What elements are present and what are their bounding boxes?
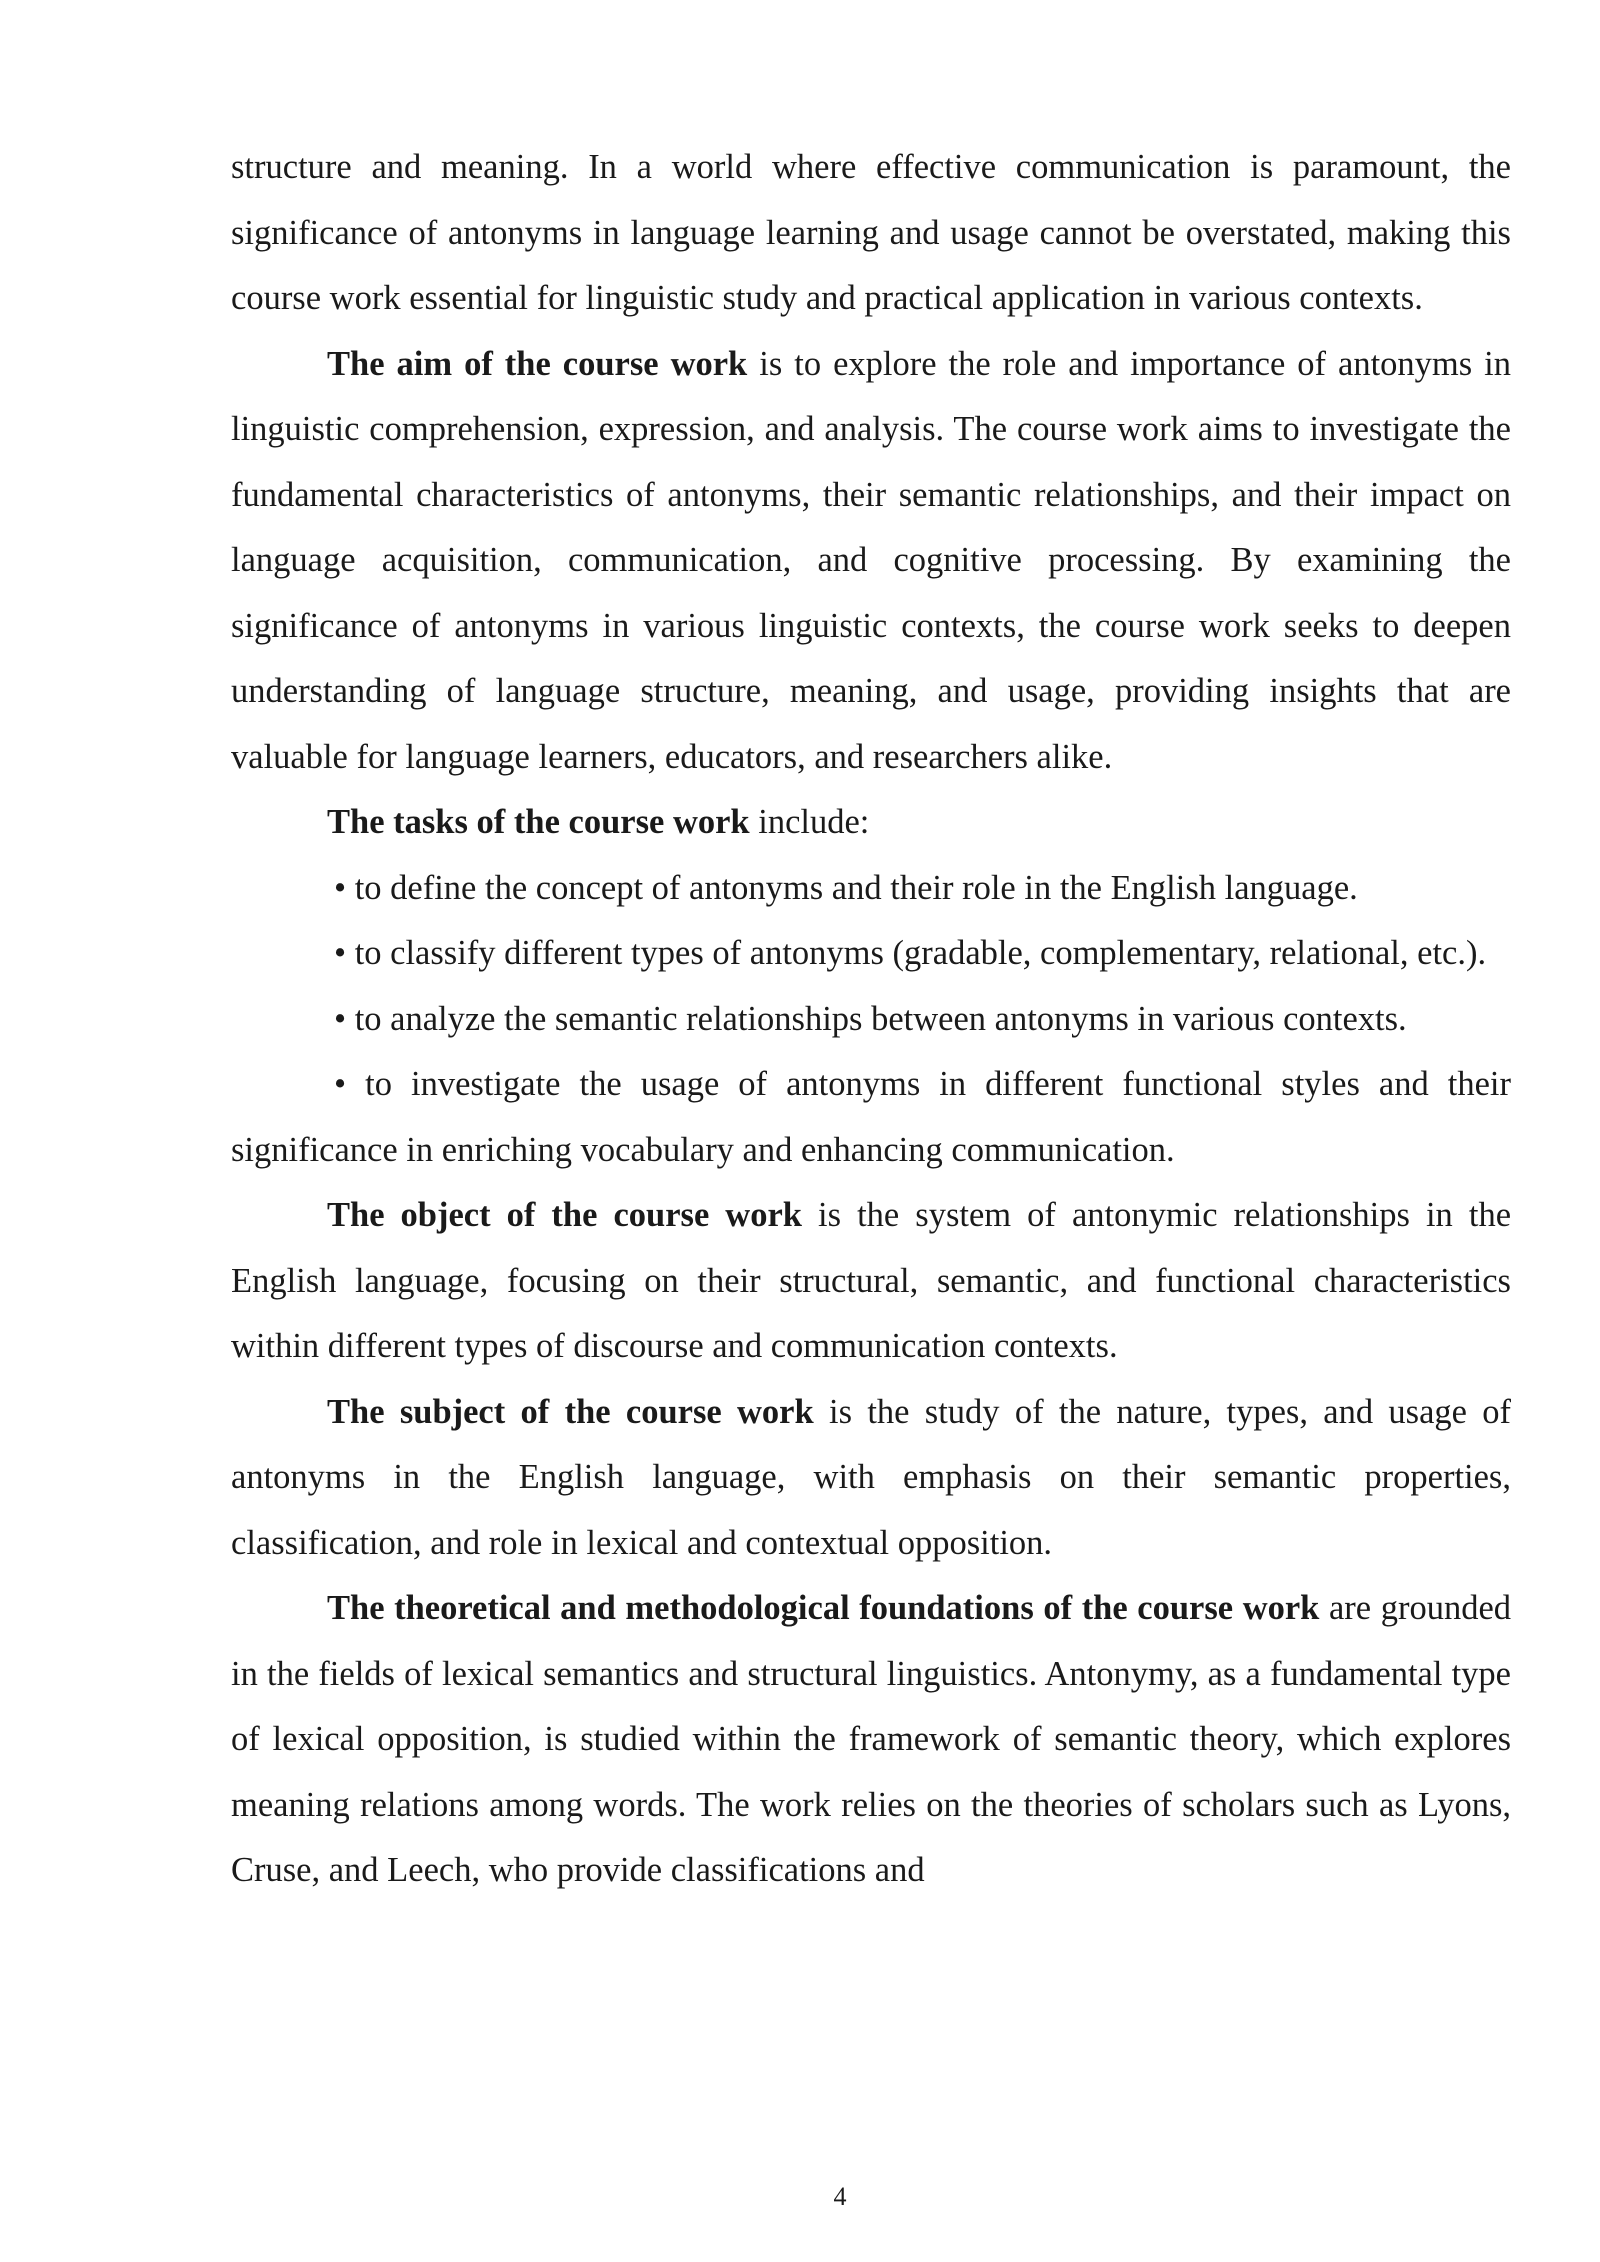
paragraph-bold-lead: The tasks of the course work — [327, 803, 750, 841]
task-bullet-2 — [231, 921, 1511, 987]
page-number: 4 — [833, 2182, 847, 2211]
paragraph-bold-lead: The theoretical and methodological foundations of the course work — [327, 1589, 1320, 1627]
paragraph-text: is the study of the nature, types, and usage of antonyms in the English language, with emphasis on their semantic properties, classification, and role in lexical and contextual opposition. — [231, 1392, 1512, 1562]
paragraph-text: structure and meaning. In a world where effective communication is paramount, the significance of antonyms in language learning and usage cannot be overstated, making this course work essential for linguistic study and practical application in various contexts. — [231, 148, 1511, 317]
paragraph-object — [231, 1183, 1511, 1380]
paragraph-text: is to explore the role and importance of antonyms in linguistic comprehension, expression, and analysis. The course work aims to investigate the fundamental characteristics of antonyms, their semantic relationships, and their impact on language acquisition, communication, and cognitive processing. By examining the significance of antonyms in various linguistic contexts, the course work seeks to deepen understanding of language structure, meaning, and usage, providing insights that are valuable for language learners, educators, and researchers alike. — [231, 344, 1511, 776]
task-bullet-1 — [231, 856, 1511, 922]
bullet-text: • to investigate the usage of antonyms in different functional styles and their significance in enriching vocabulary and enhancing communication. — [231, 1065, 1511, 1169]
paragraph-tasks — [231, 790, 1511, 856]
paragraph-foundations — [231, 1576, 1511, 1904]
bullet-text: • to define the concept of antonyms and their role in the English language. — [334, 868, 1358, 907]
paragraph-text: is the system of antonymic relationships in the English language, focusing on their structural, semantic, and functional characteristics within different types of discourse and communication contexts. — [231, 1196, 1512, 1365]
paragraph-intro-continuation — [231, 135, 1511, 332]
bullet-text: • to analyze the semantic relationships between antonyms in various contexts. — [334, 999, 1407, 1038]
document-body — [231, 135, 1511, 1904]
paragraph-text: are grounded in the fields of lexical semantics and structural linguistics. Antonymy, as a fundamental type of lexical opposition, is studied within the framework of semantic theory, which explores meaning relations among words. The work relies on the theories of scholars such as Lyons, Cruse, and Leech, who provide classifications and — [231, 1589, 1512, 1889]
task-bullet-4 — [231, 1052, 1511, 1183]
paragraph-subject — [231, 1380, 1511, 1577]
paragraph-bold-lead: The object of the course work — [327, 1196, 802, 1234]
task-bullet-3 — [231, 987, 1511, 1053]
bullet-text: • to classify different types of antonyms (gradable, complementary, relational, etc.). — [334, 934, 1487, 972]
paragraph-bold-lead: The subject of the course work — [327, 1392, 814, 1431]
paragraph-text: include: — [749, 803, 870, 841]
paragraph-bold-lead: The aim of the course work — [327, 344, 748, 383]
paragraph-aim — [231, 332, 1511, 791]
